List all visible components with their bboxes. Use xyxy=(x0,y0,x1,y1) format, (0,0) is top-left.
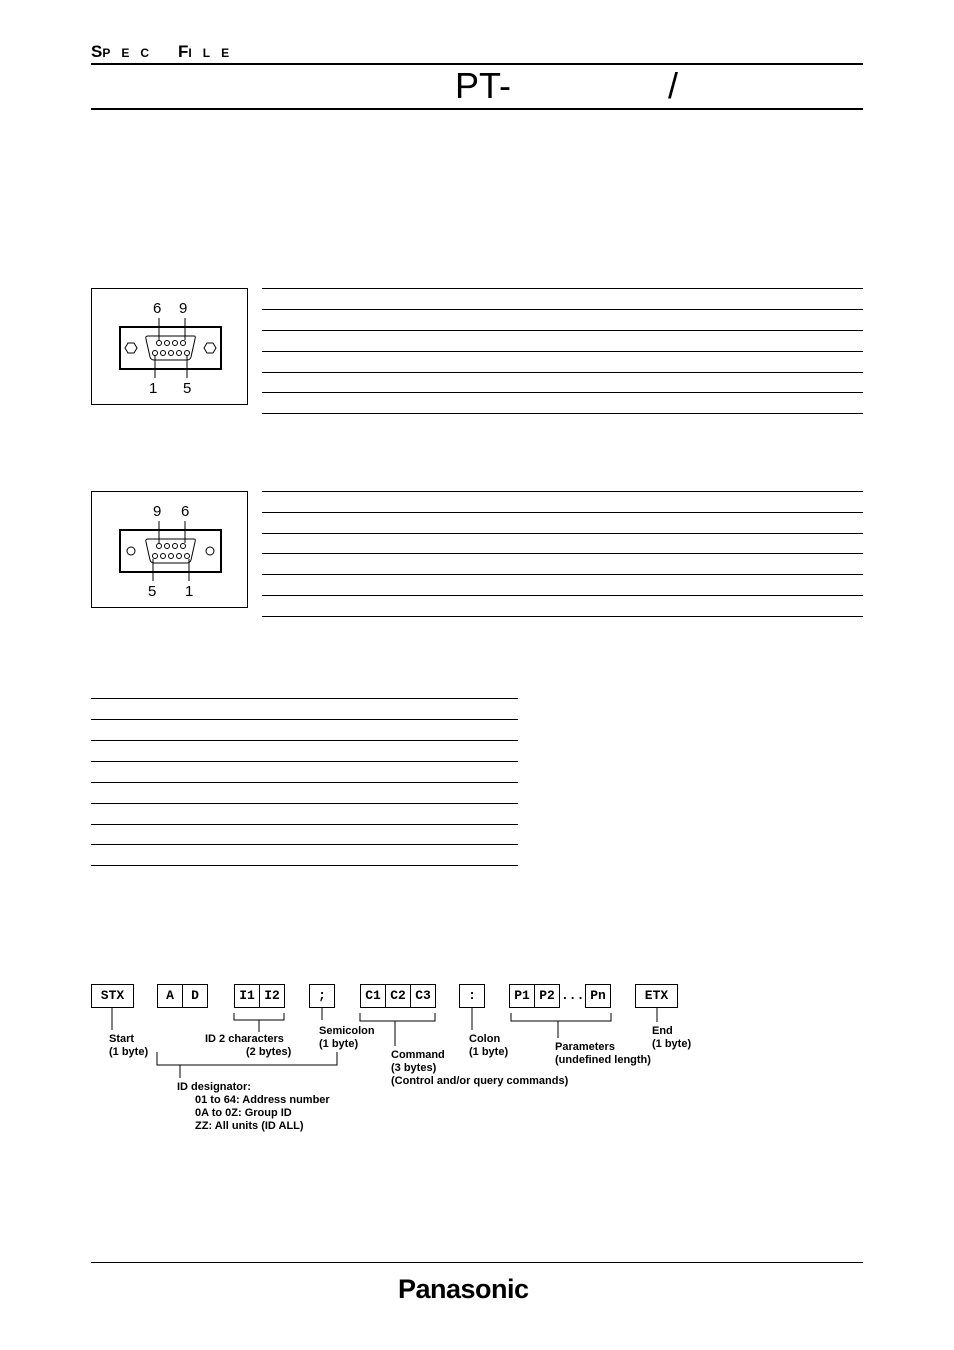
semicolon-cell: ; xyxy=(309,984,335,1008)
pin-label: 6 xyxy=(181,503,190,520)
pn-cell: Pn xyxy=(585,984,611,1008)
start-label: Start (1 byte) xyxy=(109,1033,149,1058)
c3-cell: C3 xyxy=(410,984,436,1008)
c2-cell: C2 xyxy=(385,984,411,1008)
i2-cell: I2 xyxy=(259,984,285,1008)
footer-rule xyxy=(91,1262,863,1263)
colon-label: Colon (1 byte) xyxy=(469,1033,509,1058)
pin-label: 5 xyxy=(148,583,157,600)
semicolon-label: Semicolon (1 byte) xyxy=(319,1025,375,1050)
file-initial: F xyxy=(178,42,189,61)
end-label: End (1 byte) xyxy=(652,1025,692,1050)
model-prefix: PT- xyxy=(455,65,512,106)
parameters-label: Parameters (undefined length) xyxy=(555,1041,651,1066)
pin-label: 6 xyxy=(153,300,162,317)
command-label: Command (3 bytes) (Control and/or query commands) xyxy=(391,1049,569,1087)
panasonic-logo: Panasonic xyxy=(398,1274,529,1304)
colon-cell: : xyxy=(459,984,485,1008)
spec-initial: S xyxy=(91,42,103,61)
a-cell: A xyxy=(157,984,183,1008)
etx-cell: ETX xyxy=(635,984,678,1008)
parameter-ellipsis: ... xyxy=(561,988,585,1003)
d-cell: D xyxy=(182,984,208,1008)
stx-cell: STX xyxy=(91,984,134,1008)
pin-label: 5 xyxy=(183,380,192,397)
id-designator-label: ID designator: 01 to 64: Address number 0A to 0Z: Group ID ZZ: All units (ID ALL) xyxy=(177,1081,330,1132)
pin-label: 9 xyxy=(179,300,188,317)
id2-label: ID 2 characters (2 bytes) xyxy=(205,1033,292,1058)
pin-label: 1 xyxy=(185,583,194,600)
c1-cell: C1 xyxy=(360,984,386,1008)
i1-cell: I1 xyxy=(234,984,260,1008)
p2-cell: P2 xyxy=(534,984,560,1008)
pin-label: 9 xyxy=(153,503,162,520)
model-slash: / xyxy=(668,65,679,106)
spec-rest: PEC xyxy=(102,46,161,60)
file-rest: ILE xyxy=(188,46,241,60)
p1-cell: P1 xyxy=(509,984,535,1008)
pin-label: 1 xyxy=(149,380,158,397)
